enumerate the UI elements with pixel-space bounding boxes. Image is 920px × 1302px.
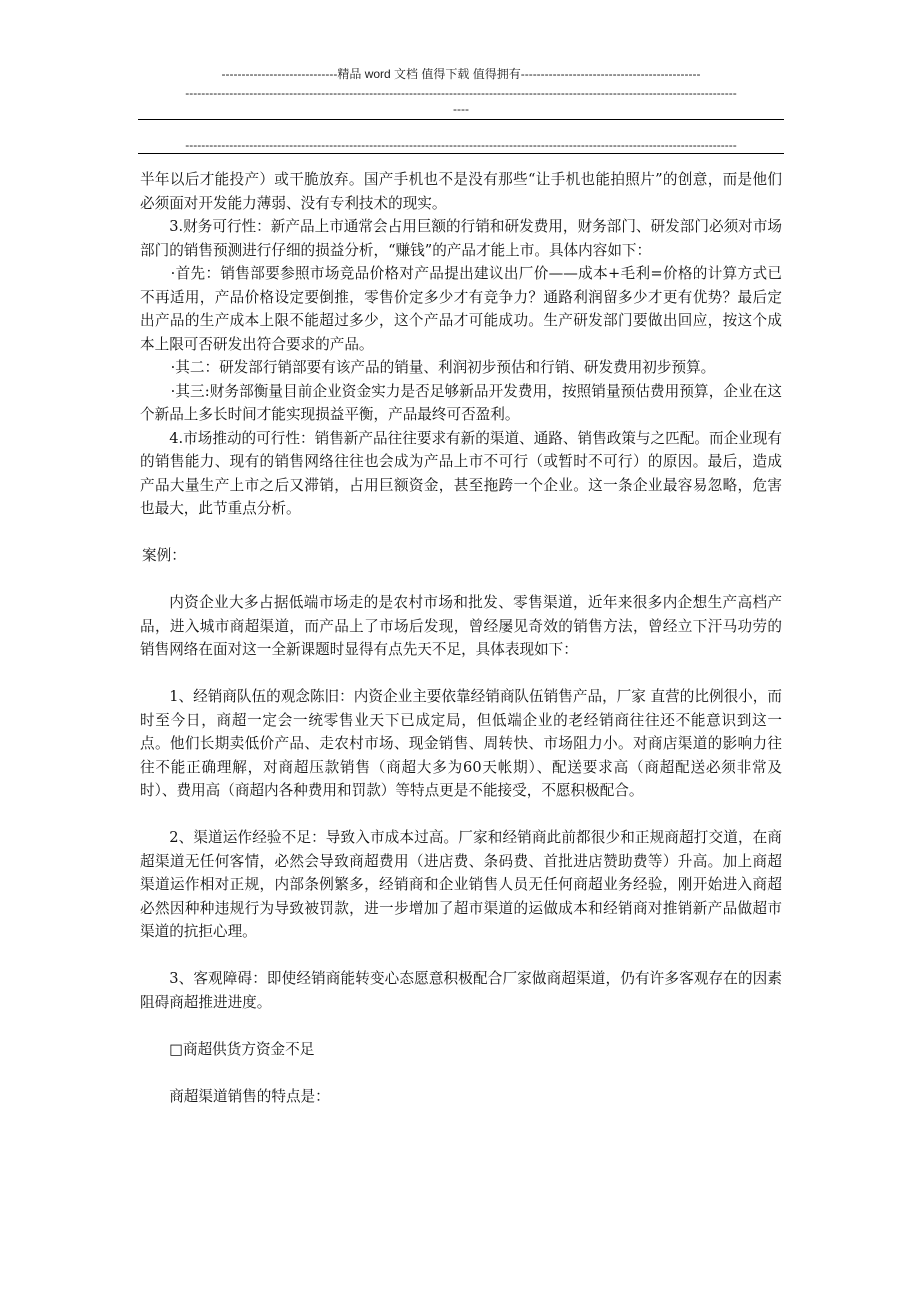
paragraph-case-intro: 内资企业大多占据低端市场走的是农村市场和批发、零售渠道，近年来很多内企想生产高档产品，进入城市商超渠道，而产品上了市场后发现，曾经屡见奇效的销售方法，曾经立下汗马功劳的销售网络在面对这一全新课题时显得有点先天不足，具体表现如下：: [140, 594, 782, 658]
header-dash-line: ------------------------------------------------------------------------------------------------------------------------------------------: [185, 86, 737, 100]
bullet-third: ·其三:财务部衡量目前企业资金实力是否足够新品开发费用，按照销量预估费用预算，企业在这个新品上多长时间才能实现损益平衡，产品最终可否盈利。: [140, 382, 782, 423]
bullet-second: ·其二：研发部行销部要有该产品的销量、利润初步预估和行销、研发费用初步预算。: [170, 359, 716, 376]
document-body: [140, 168, 782, 1108]
bullet-first: ·首先：销售部要参照市场竞品价格对产品提出建议出厂价——成本+毛利=价格的计算方式已不再适用，产品价格设定要倒推，零售价定多少才有竞争力？通路利润留多少才更有优势？最后定出产品的生产成本上限不能超过多少，这个产品才可能成功。生产研发部门要做出回应，按这个成本上限可否研发出符合要求的产品。: [140, 265, 782, 353]
header-dash-tail: ----: [453, 102, 469, 116]
paragraph-point-1: 1、经销商队伍的观念陈旧：内资企业主要依靠经销商队伍销售产品，厂家 直营的比例很小，而时至今日，商超一定会一统零售业天下已成定局，但低端企业的老经销商往往还不能意识到这一点。他们长期卖低价产品、走农村市场、现金销售、周转快、市场阻力小。对商店渠道的影响力往往不能正确理解，对商超压款销售（商超大多为60天帐期）、配送要求高（商超配送必须非常及时）、费用高（商超内各种费用和罚款）等特点更是不能接受，不愿积极配合。: [140, 688, 782, 799]
header-dash-line-2: ------------------------------------------------------------------------------------------------------------------------------------------: [185, 138, 737, 152]
paragraph-channel-features: 商超渠道销售的特点是：: [169, 1087, 330, 1105]
paragraph: 半年以后才能投产）或干脆放弃。国产手机也不是没有那些“让手机也能拍照片”的创意，而是他们必须面对开发能力薄弱、没有专利技术的现实。: [140, 171, 782, 212]
paragraph-financial-feasibility: 3.财务可行性：新产品上市通常会占用巨额的行销和研发费用，财务部门、研发部门必须对市场部门的销售预测进行仔细的损益分析，“赚钱”的产品才能上市。具体内容如下：: [140, 218, 782, 259]
paragraph-point-3: 3、客观障碍：即使经销商能转变心态愿意积极配合厂家做商超渠道，仍有许多客观存在的因素阻碍商超推进进度。: [140, 970, 782, 1011]
header-rule-top: [138, 119, 784, 120]
header-rule-bottom: [138, 153, 784, 154]
case-heading: 案例：: [142, 547, 186, 564]
header-banner: -----------------------------精品 word 文档 值得下载 值得拥有---------------------------------------------: [221, 67, 701, 81]
paragraph-point-2: 2、渠道运作经验不足：导致入市成本过高。厂家和经销商此前都很少和正规商超打交道，在商超渠道无任何客情，必然会导致商超费用（进店费、条码费、首批进店赞助费等）升高。加上商超渠道运作相对正规，内部条例繁多，经销商和企业销售人员无任何商超业务经验，刚开始进入商超必然因种种违规行为导致被罚款，进一步增加了超市渠道的运做成本和经销商对推销新产品做超市渠道的抗拒心理。: [140, 829, 782, 940]
paragraph-market-feasibility: 4.市场推动的可行性：销售新产品往往要求有新的渠道、通路、销售政策与之匹配。而企业现有的销售能力、现有的销售网络往往也会成为产品上市不可行（或暂时不可行）的原因。最后，造成产品大量生产上市之后又滞销，占用巨额资金，甚至拖跨一个企业。这一条企业最容易忽略，危害也最大，此节重点分析。: [140, 429, 782, 517]
checkbox-line: □商超供货方资金不足: [169, 1040, 315, 1058]
